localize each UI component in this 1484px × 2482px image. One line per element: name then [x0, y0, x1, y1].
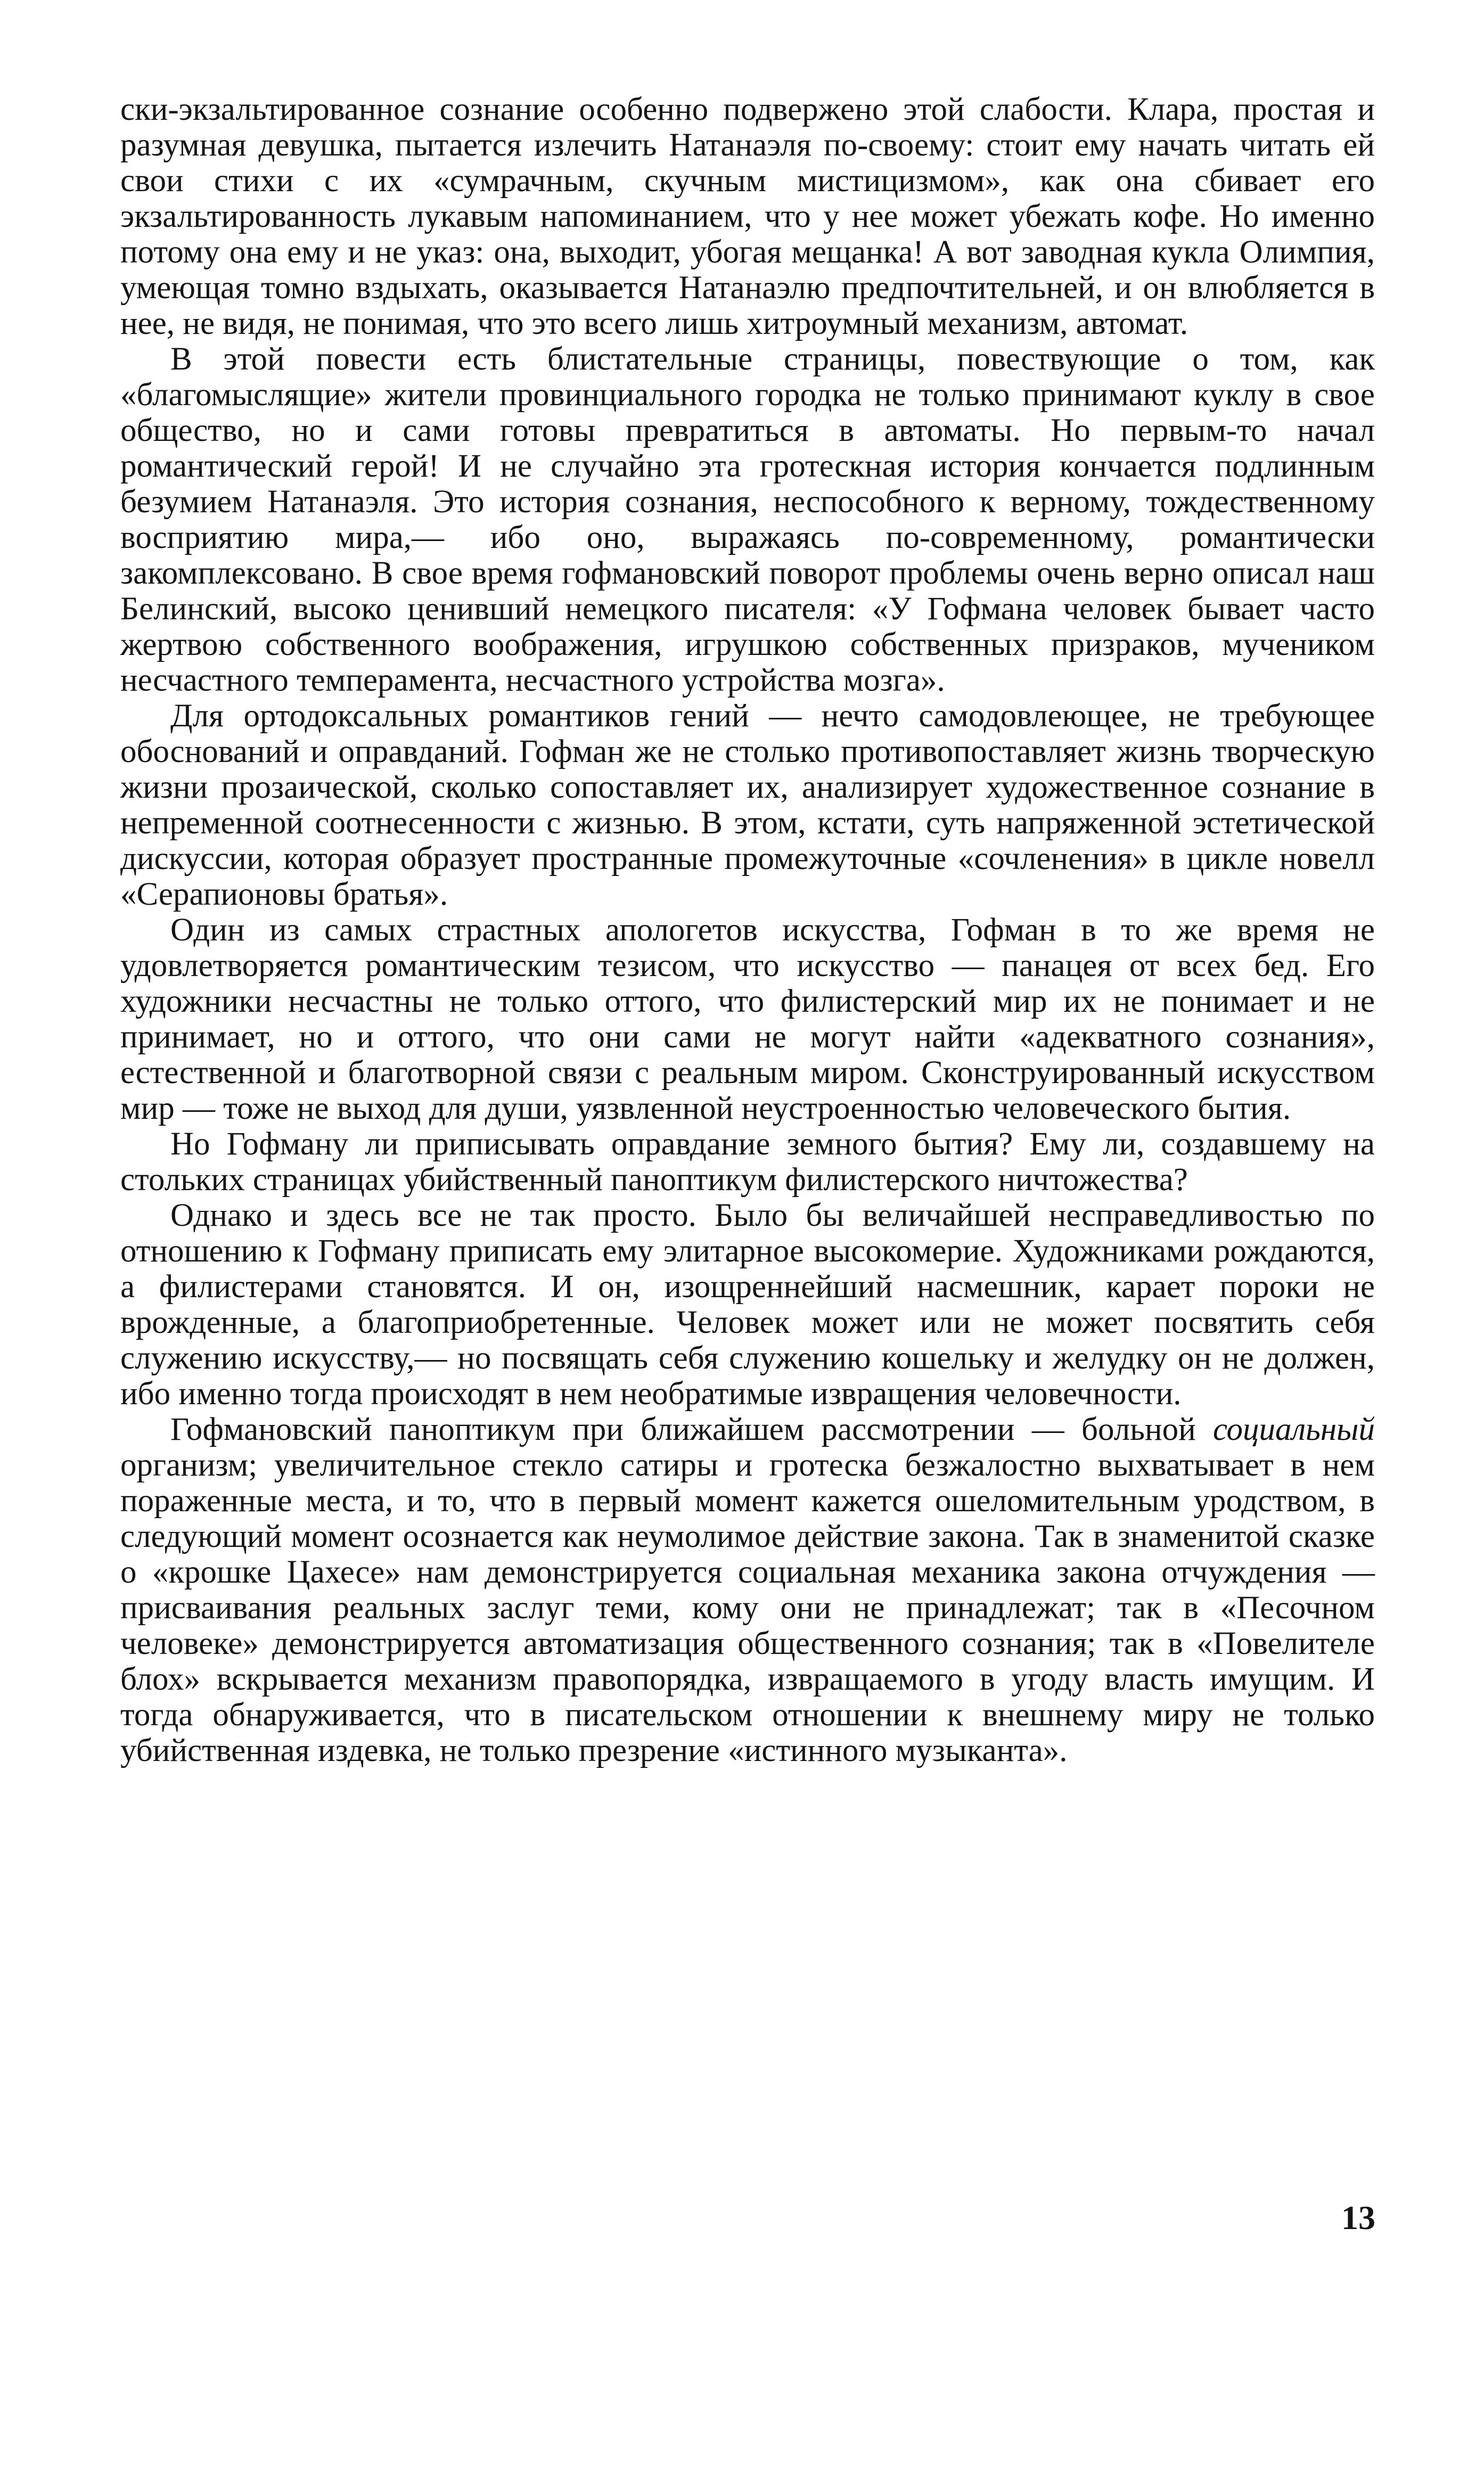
- paragraph-3: Для ортодоксальных романтиков гений — нечто самодовлеющее, не требующее обоснований и оправданий. Гофман же не столько противопоставляет жизнь творческую жизни прозаической, сколько сопоставляет их, анализирует художественное сознание в непременной соотнесенности с жизнью. В этом, кстати, суть напряженной эстетической дискуссии, которая образует пространные промежуточные «сочленения» в цикле новелл «Серапионовы братья».: [120, 698, 1375, 912]
- paragraph-7: [120, 1412, 1375, 1768]
- emphasized-word: социальный: [1213, 1412, 1375, 1447]
- paragraph-7-start: Гофмановский паноптикум при ближайшем рассмотрении — больной: [170, 1412, 1213, 1447]
- paragraph-1: ски-экзальтированное сознание особенно подвержено этой слабости. Клара, простая и разумная девушка, пытается излечить Натанаэля по-своему: стоит ему начать читать ей свои стихи с их «сумрачным, скучным мистицизмом», как она сбивает его экзальтированность лукавым напоминанием, что у нее может убежать кофе. Но именно потому она ему и не указ: она, выходит, убогая мещанка! А вот заводная кукла Олимпия, умеющая томно вздыхать, оказывается Натанаэлю предпочтительней, и он влюбляется в нее, не видя, не понимая, что это всего лишь хитроумный механизм, автомат.: [120, 92, 1375, 341]
- page-number: 13: [1341, 2199, 1375, 2237]
- body-text: [120, 92, 1375, 1768]
- paragraph-4: Один из самых страстных апологетов искусства, Гофман в то же время не удовлетворяется романтическим тезисом, что искусство — панацея от всех бед. Его художники несчастны не только оттого, что филистерский мир их не понимает и не принимает, но и оттого, что они сами не могут найти «адекватного сознания», естественной и благотворной связи с реальным миром. Сконструированный искусством мир — тоже не выход для души, уязвленной неустроенностью человеческого бытия.: [120, 912, 1375, 1126]
- paragraph-7-end: организм; увеличительное стекло сатиры и гротеска безжалостно выхватывает в нем пораженные места, и то, что в первый момент кажется ошеломительным уродством, в следующий момент осознается как неумолимое действие закона. Так в знаменитой сказке о «крошке Цахесе» нам демонстрируется социальная механика закона отчуждения — присваивания реальных заслуг теми, кому они не принадлежат; так в «Песочном человеке» демонстрируется автоматизация общественного сознания; так в «Повелителе блох» вскрывается механизм правопорядка, извращаемого в угоду власть имущим. И тогда обнаруживается, что в писательском отношении к внешнему миру не только убийственная издевка, не только презрение «истинного музыканта».: [120, 1447, 1375, 1768]
- paragraph-6: Однако и здесь все не так просто. Было бы величайшей несправедливостью по отношению к Гофману приписать ему элитарное высокомерие. Художниками рождаются, а филистерами становятся. И он, изощреннейший насмешник, карает пороки не врожденные, а благоприобретенные. Человек может или не может посвятить себя служению искусству,— но посвящать себя служению кошельку и желудку он не должен, ибо именно тогда происходят в нем необратимые извращения человечности.: [120, 1198, 1375, 1412]
- paragraph-2: В этой повести есть блистательные страницы, повествующие о том, как «благомыслящие» жители провинциального городка не только принимают куклу в свое общество, но и сами готовы превратиться в автоматы. Но первым-то начал романтический герой! И не случайно эта гротескная история кончается подлинным безумием Натанаэля. Это история сознания, неспособного к верному, тождественному восприятию мира,— ибо оно, выражаясь по-современному, романтически закомплексовано. В свое время гофмановский поворот проблемы очень верно описал наш Белинский, высоко ценивший немецкого писателя: «У Гофмана человек бывает часто жертвою собственного воображения, игрушкою собственных призраков, мучеником несчастного темперамента, несчастного устройства мозга».: [120, 341, 1375, 698]
- paragraph-5: Но Гофману ли приписывать оправдание земного бытия? Ему ли, создавшему на стольких страницах убийственный паноптикум филистерского ничтожества?: [120, 1126, 1375, 1198]
